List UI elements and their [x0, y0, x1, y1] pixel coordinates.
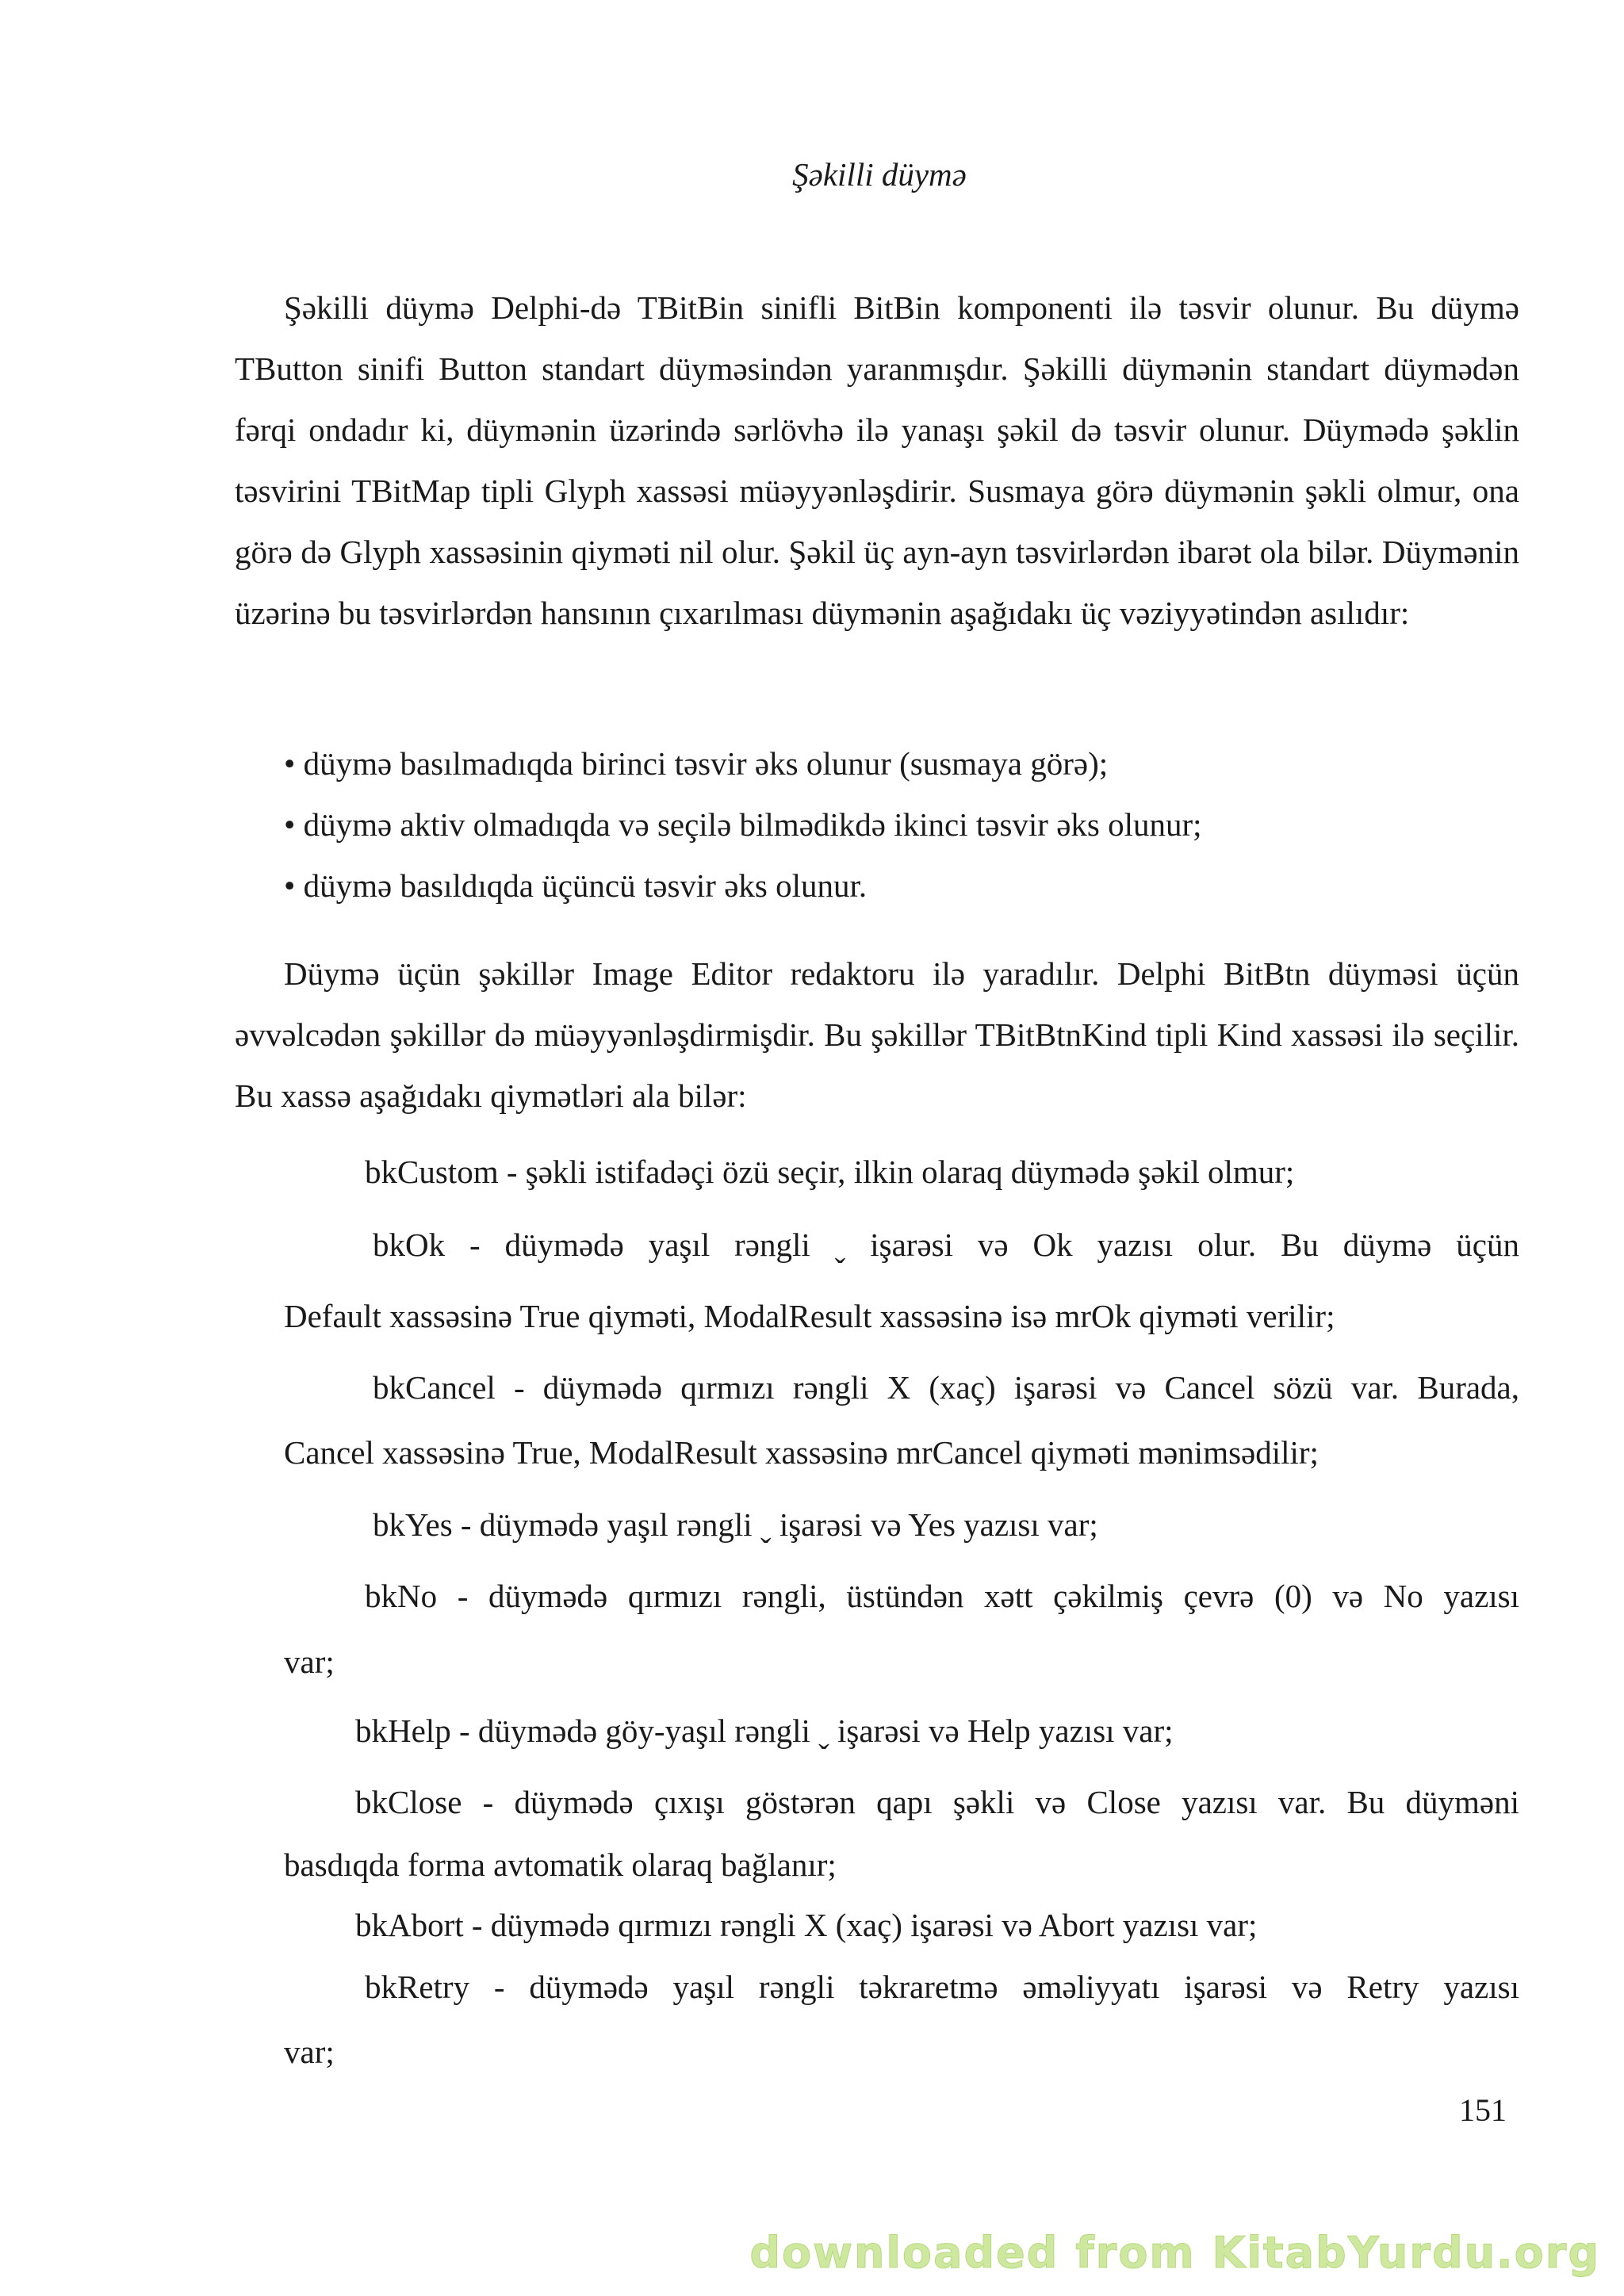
page-number: 151: [1459, 2092, 1507, 2128]
kind-item-ok-cont: Default xassəsinə True qiyməti, ModalResult xassəsinə isə mrOk qiyməti verilir;: [284, 1298, 1335, 1334]
kind-item-close-cont: basdıqda forma avtomatik olaraq bağlanır;: [284, 1846, 837, 1883]
intro-paragraph: [235, 277, 1519, 644]
kind-item-yes: bkYes - düymədə yaşıl rəngli ˬ işarəsi və Yes yazısı var;: [373, 1506, 1098, 1543]
kind-item-no-cont: var;: [284, 1644, 335, 1680]
intro-paragraph-text: Şəkilli düymə Delphi-də TBitBin sinifli BitBin komponenti ilə təsvir olunur. Bu düymə TButton sinifi Button standart düyməsindən yaranmışdır. Şəkilli düymənin standart düymədən fərqi ondadır ki, düymənin üzərində sərlövhə ilə yanaşı şəkil də təsvir olunur. Düymədə şəklin təsvirini TBitMap tipli Glyph xassəsi müəyyənləşdirir. Susmaya görə düymənin şəkli olmur, ona görə də Glyph xassəsinin qiyməti nil olur. Şəkil üç ayn-ayn təsvirlərdən ibarət ola bilər. Düymənin üzərinə bu təsvirlərdən hansının çıxarılması düymənin aşağıdakı üç vəziyyətindən asılıdır:: [235, 289, 1519, 631]
kind-item-close: bkClose - düymədə çıxışı göstərən qapı şəkli və Close yazısı var. Bu düyməni: [355, 1784, 1519, 1820]
kind-paragraph-text: Düymə üçün şəkillər Image Editor redaktoru ilə yaradılır. Delphi BitBtn düyməsi üçün əvvəlcədən şəkillər də müəyyənləşdirmişdir. Bu şəkillər TBitBtnKind tipli Kind xassəsi ilə seçilir. Bu xassə aşağıdakı qiymətləri ala bilər:: [235, 955, 1519, 1114]
list-item: • düymə basılmadıqda birinci təsvir əks olunur (susmaya görə);: [284, 745, 1109, 782]
kind-item-retry: bkRetry - düymədə yaşıl rəngli təkraretmə əməliyyatı işarəsi və Retry yazısı: [365, 1969, 1519, 2005]
section-heading: Şəkilli düymə: [792, 156, 967, 193]
button-state-list: [284, 733, 1521, 916]
kind-item-cancel-cont: Cancel xassəsinə True, ModalResult xassəsinə mrCancel qiyməti mənimsədilir;: [284, 1434, 1319, 1471]
kind-paragraph: [235, 943, 1519, 1127]
kind-item-cancel: bkCancel - düymədə qırmızı rəngli X (xaç) işarəsi və Cancel sözü var. Burada,: [373, 1369, 1519, 1406]
kind-item-custom: bkCustom - şəkli istifadəçi özü seçir, ilkin olaraq düymədə şəkil olmur;: [365, 1154, 1295, 1190]
list-item: • düymə aktiv olmadıqda və seçilə bilmədikdə ikinci təsvir əks olunur;: [284, 806, 1202, 843]
list-item: • düymə basıldıqda üçüncü təsvir əks olunur.: [284, 867, 868, 904]
watermark: downloaded from KitabYurdu.org: [749, 2228, 1600, 2278]
kind-item-help: bkHelp - düymədə göy-yaşıl rəngli ˬ işarəsi və Help yazısı var;: [355, 1712, 1174, 1749]
kind-item-no: bkNo - düymədə qırmızı rəngli, üstündən xətt çəkilmiş çevrə (0) və No yazısı: [365, 1578, 1519, 1614]
kind-item-abort: bkAbort - düymədə qırmızı rəngli X (xaç) işarəsi və Abort yazısı var;: [355, 1907, 1258, 1943]
kind-item-ok: bkOk - düymədə yaşıl rəngli ˬ işarəsi və Ok yazısı olur. Bu düymə üçün: [373, 1226, 1519, 1263]
kind-item-retry-cont: var;: [284, 2034, 335, 2070]
